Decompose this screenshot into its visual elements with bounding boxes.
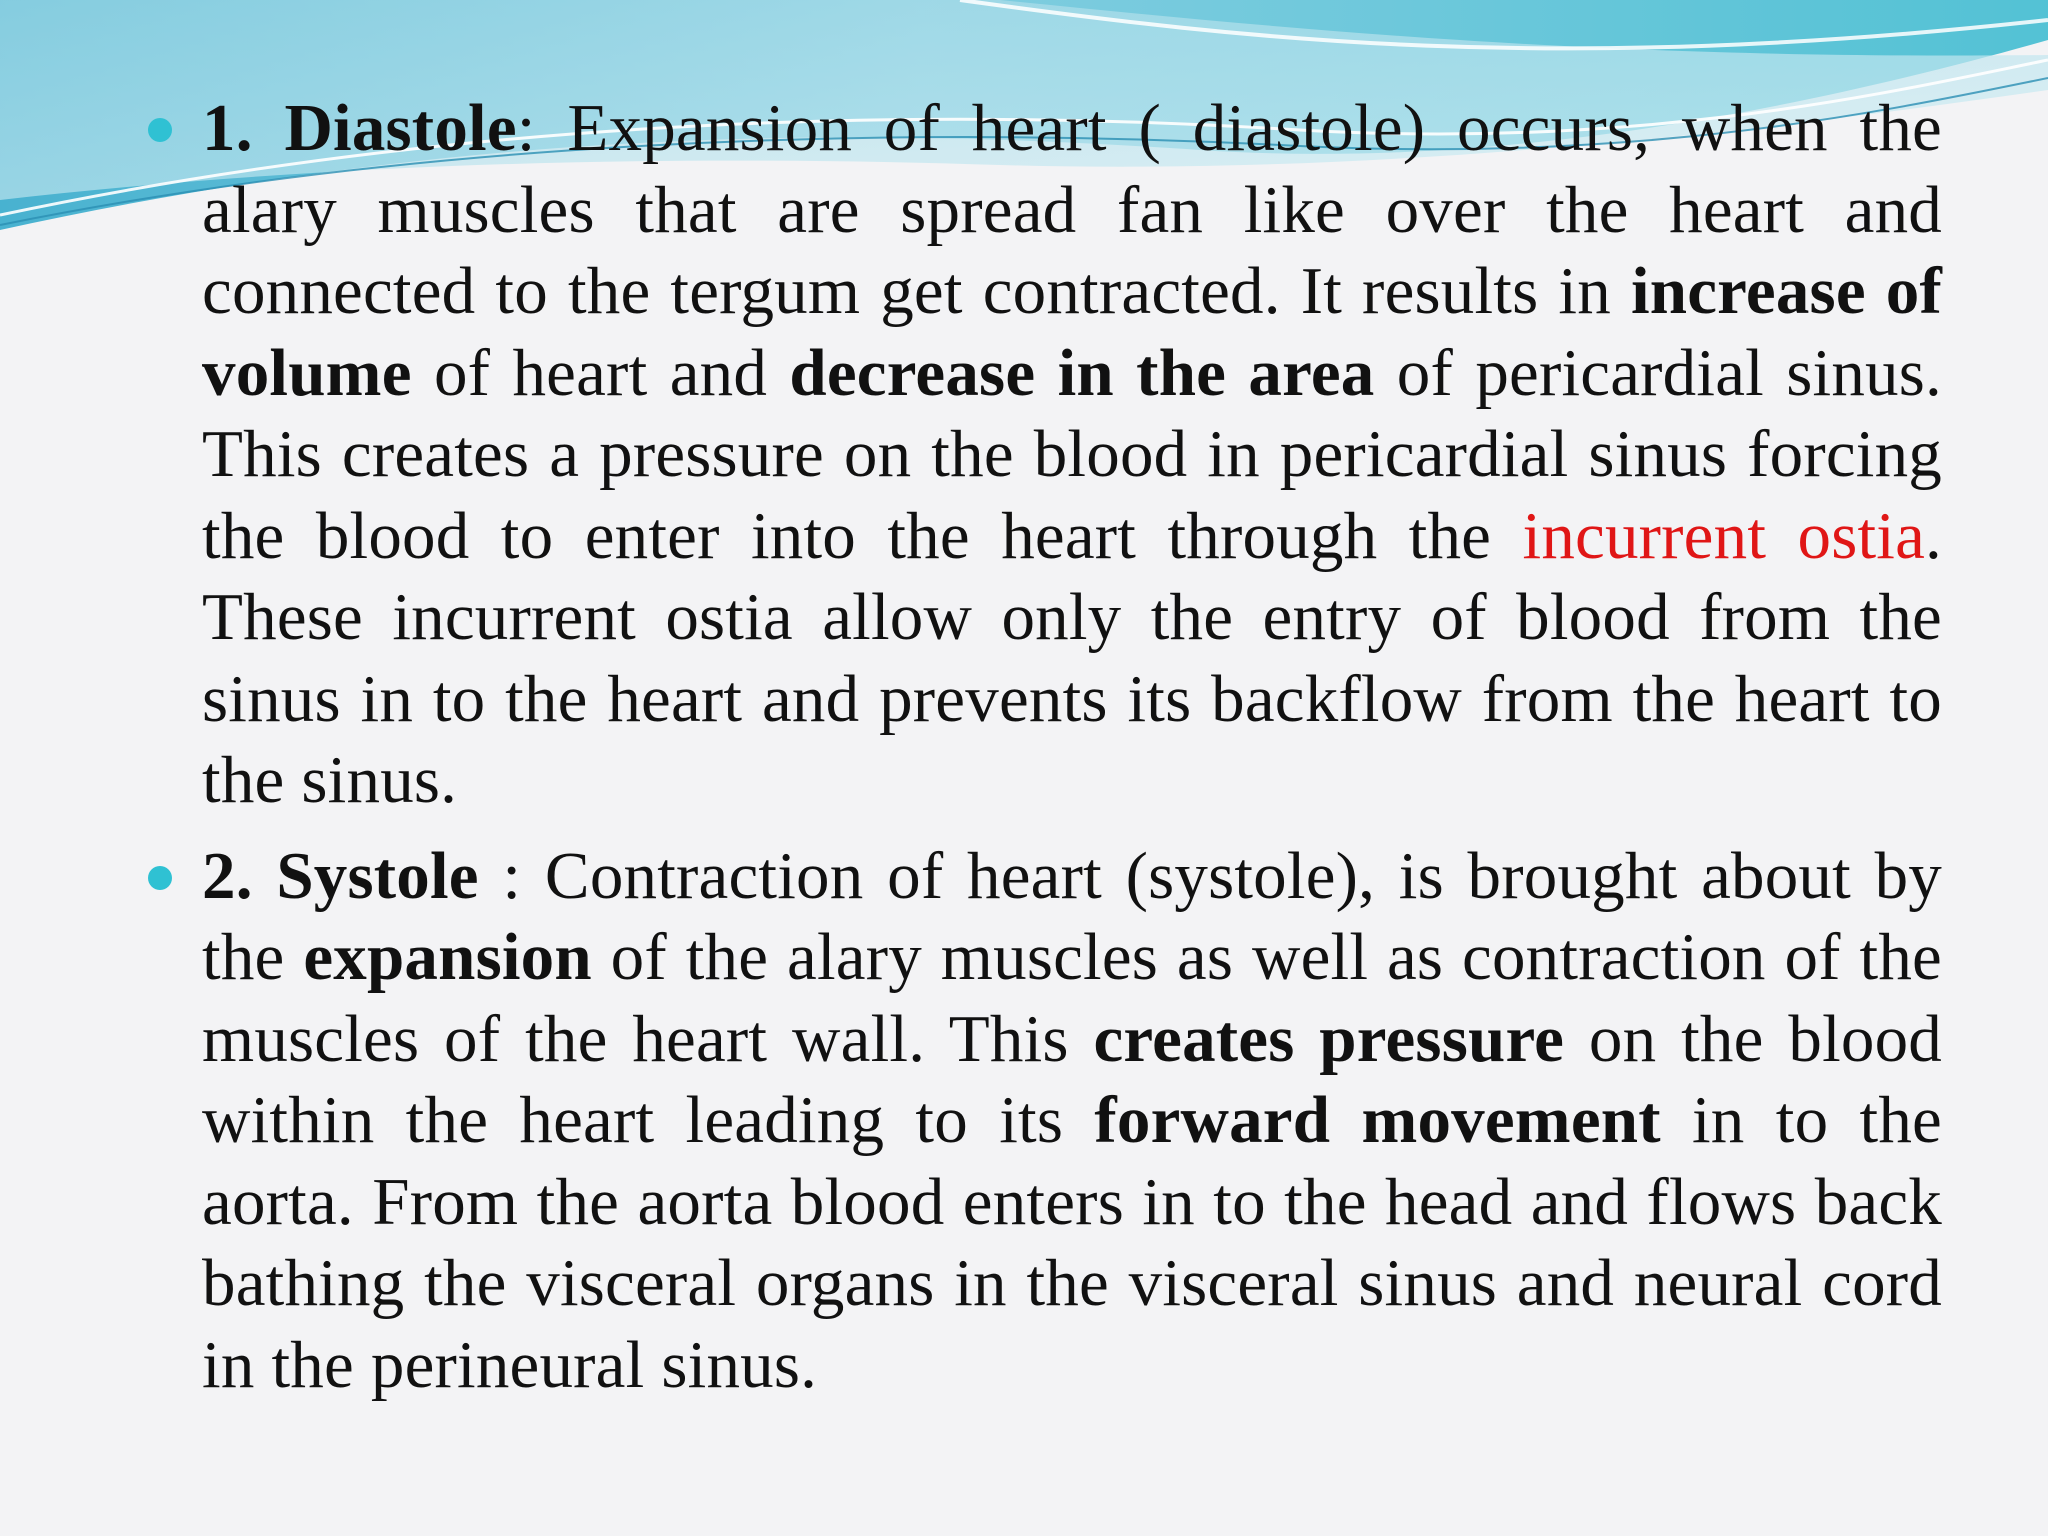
emphasis-creates-pressure: creates pressure xyxy=(1093,1001,1565,1076)
text-segment: of heart and xyxy=(411,335,790,410)
bullet-number: 2. xyxy=(202,838,253,913)
text-segment: of pericardial sinus. This creates a pressure on the blood in pericardial sinus forcing the blood to enter into the heart through the xyxy=(202,335,1942,573)
bullet-number: 1. xyxy=(202,91,253,165)
bullet-systole xyxy=(140,836,1942,1407)
slide-content xyxy=(140,88,1942,1420)
text-segment: on the blood within the heart leading to its xyxy=(202,1001,1942,1157)
bullet-text-diastole xyxy=(202,88,1942,822)
text-segment: of the alary muscles as well as contraction of the muscles of the heart wall. This xyxy=(202,920,1942,1076)
emphasis-increase-volume: increase of volume xyxy=(202,254,1943,410)
text-segment: in to the aorta. From the aorta blood enters in to the head and flows back bathing the visceral organs in the visceral sinus and neural cord in the perineural sinus. xyxy=(202,1083,1942,1402)
bullet-text-systole xyxy=(202,836,1942,1407)
emphasis-expansion: expansion xyxy=(303,920,592,994)
term-diastole: Diastole xyxy=(284,91,517,165)
term-systole: Systole xyxy=(276,838,479,913)
highlight-incurrent-ostia: incurrent ostia xyxy=(1522,498,1926,573)
text-segment: : Expansion of heart ( diastole) occurs, when the alary muscles that are spread fan like over the heart and connected to the tergum get contracted. It results in xyxy=(202,91,1942,328)
bullet-dot-icon xyxy=(148,118,172,142)
emphasis-forward-movement: forward movement xyxy=(1094,1083,1661,1157)
emphasis-decrease-area: decrease in the area xyxy=(789,335,1375,410)
text-segment: . These incurrent ostia allow only the entry of blood from the sinus in to the heart and prevents its backflow from the heart to the sinus. xyxy=(202,498,1942,817)
bullet-diastole xyxy=(140,88,1942,822)
bullet-dot-icon xyxy=(148,866,172,890)
text-segment: : Contraction of heart (systole), is brought about by the xyxy=(202,838,1942,994)
